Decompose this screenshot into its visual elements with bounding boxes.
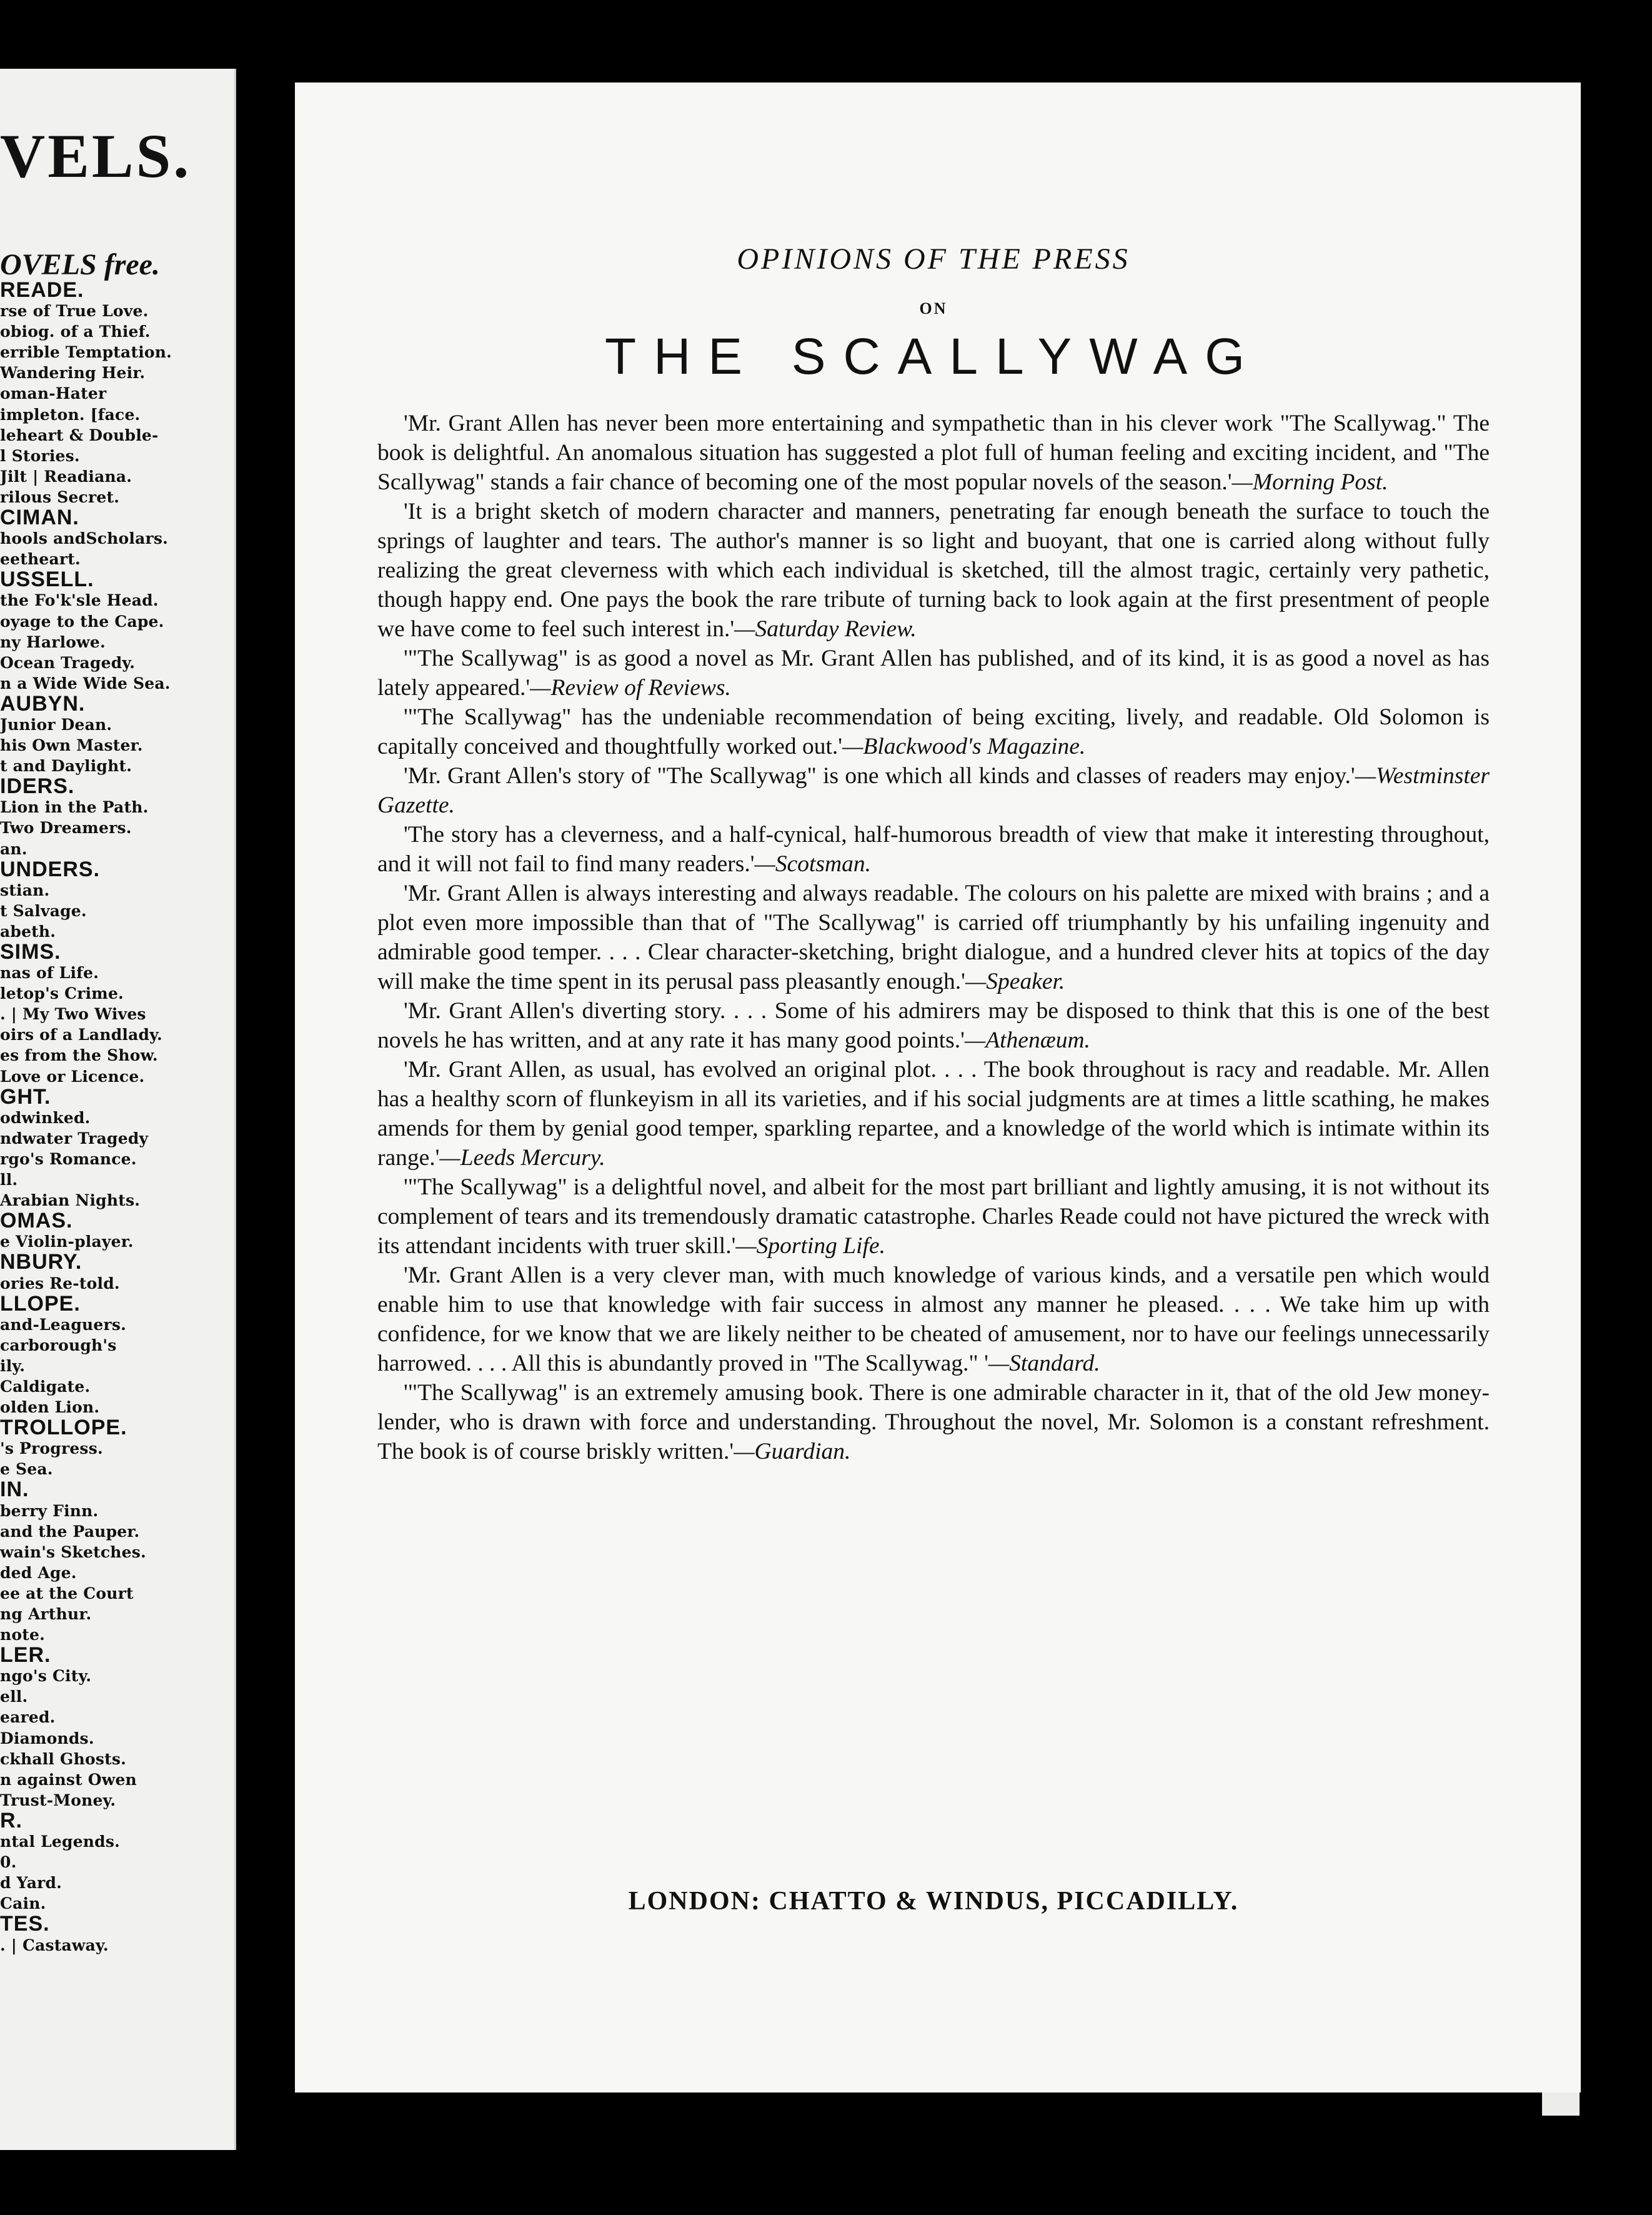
author-heading: UNDERS. (0, 859, 101, 880)
left-page-title: VELS. (0, 121, 192, 191)
book-title-entry: oman-Hater (0, 384, 107, 403)
author-heading: IN. (0, 1479, 29, 1501)
book-title-entry: . | My Two Wives (0, 1005, 146, 1024)
review-text: 'Mr. Grant Allen's story of "The Scallywag" is one which all kinds and classes of readers may enjoy.' (404, 763, 1355, 789)
author-heading: USSELL. (0, 569, 94, 591)
book-title-entry: d Yard. (0, 1874, 62, 1892)
book-title-entry: Cain. (0, 1894, 46, 1913)
book-title-entry: ckhall Ghosts. (0, 1749, 127, 1768)
book-title-entry: 's Progress. (0, 1439, 103, 1458)
review-text: 'Mr. Grant Allen, as usual, has evolved an original plot. . . . The book throughout is racy and readable. Mr. Allen has a healthy scorn of flunkeyism in all its varieties, and if his social judgments are at times a little scathing, he makes amends for them by genial good temper, sparkling repartee, and a knowledge of the world which is intimate within its range.' (377, 1057, 1490, 1171)
review-paragraph (377, 1261, 1490, 1378)
book-title-entry: Jilt | Readiana. (0, 467, 132, 486)
author-heading: R. (0, 1810, 22, 1832)
review-text: 'It is a bright sketch of modern character and manners, penetrating far enough beneath the surface to touch the springs of laughter and tears. The author's manner is so light and buoyant, that one is carried along without fully realizing the great cleverness with which each individual is sketched, till the almost tragic, certainly very pathetic, though happy end. One pays the book the rare tribute of turning back to look again at the first presentment of people we have come to feel such interest in.' (377, 499, 1490, 642)
review-source: —Westminster Gazette. (377, 763, 1490, 818)
book-title-entry: stian. (0, 881, 50, 899)
book-title-entry: eared. (0, 1708, 56, 1727)
book-title-entry: l Stories. (0, 446, 80, 465)
book-title-entry: n a Wide Wide Sea. (0, 674, 171, 692)
author-heading: OMAS. (0, 1211, 73, 1232)
review-paragraph (377, 820, 1490, 879)
book-title-entry: his Own Master. (0, 736, 143, 755)
book-title-entry: errible Temptation. (0, 343, 172, 362)
book-title-entry: leheart & Double- (0, 426, 159, 444)
author-heading: TROLLOPE. (0, 1418, 127, 1439)
book-title-entry: Love or Licence. (0, 1067, 145, 1086)
review-paragraph (377, 702, 1490, 761)
book-title-entry: ll. (0, 1171, 18, 1189)
right-page (295, 82, 1581, 2092)
book-title-entry: 0. (0, 1853, 17, 1872)
left-page-subtitle: OVELS free. (0, 248, 160, 281)
book-title-entry: ngo's City. (0, 1667, 92, 1686)
book-title-entry: ories Re-told. (0, 1274, 120, 1292)
review-source: —Blackwood's Magazine. (842, 734, 1086, 759)
review-source: —Standard. (988, 1351, 1100, 1376)
heading-connector: ON (919, 299, 948, 318)
review-text: '"The Scallywag" is as good a novel as Mr. Grant Allen has published, and of its kind, it is as good a novel as has lately appeared.' (377, 646, 1490, 701)
review-text: '"The Scallywag" is an extremely amusing book. There is one admirable character in it, that of the old Jew money-lender, who is drawn with force and understanding. Throughout the novel, Mr. Solomon is a constant refreshment. The book is of course briskly written.' (377, 1380, 1490, 1464)
book-title-entry: ng Arthur. (0, 1605, 92, 1623)
book-title-entry: olden Lion. (0, 1398, 100, 1417)
book-title-entry: letop's Crime. (0, 984, 124, 1003)
book-title-entry: e Sea. (0, 1460, 53, 1479)
book-title-entry: eetheart. (0, 550, 81, 569)
review-source: —Athenæum. (964, 1028, 1090, 1053)
review-source: —Guardian. (734, 1439, 851, 1464)
review-paragraph (377, 644, 1490, 702)
book-title-entry: n against Owen (0, 1770, 137, 1789)
book-title-entry: e Violin-player. (0, 1232, 134, 1251)
review-source: —Sporting Life. (735, 1233, 885, 1259)
author-heading: TES. (0, 1914, 50, 1935)
book-title-entry: oyage to the Cape. (0, 612, 164, 631)
review-paragraph (377, 879, 1490, 996)
book-title-entry: abeth. (0, 922, 56, 941)
review-text: '"The Scallywag" is a delightful novel, and albeit for the most part brilliant and lightly amusing, it is not without its complement of tears and its tremendously dramatic catastrophe. Charles Reade could not have pictured the wreck with its attendant incidents with truer skill.' (377, 1174, 1490, 1259)
book-title-entry: ily. (0, 1356, 26, 1375)
review-source: —Speaker. (965, 969, 1065, 994)
book-title-entry: obiog. of a Thief. (0, 322, 151, 341)
review-paragraph (377, 1378, 1490, 1466)
book-title: THE SCALLYWAG (604, 328, 1263, 385)
book-title-entry: ded Age. (0, 1563, 77, 1582)
book-title-entry: and-Leaguers. (0, 1315, 127, 1334)
review-source: —Leeds Mercury. (439, 1145, 605, 1171)
review-paragraph (377, 409, 1490, 497)
book-title-entry: rse of True Love. (0, 302, 149, 321)
author-heading: GHT. (0, 1086, 51, 1108)
author-heading: NBURY. (0, 1252, 82, 1273)
book-title-entry: Caldigate. (0, 1377, 91, 1396)
review-paragraph (377, 497, 1490, 644)
review-text: 'Mr. Grant Allen has never been more entertaining and sympathetic than in his clever work "The Scallywag." The book is delightful. An anomalous situation has suggested a plot full of human feeling and exciting incident, and "The Scallywag" stands a fair chance of becoming one of the most popular novels of the season.' (377, 411, 1490, 495)
book-title-entry: Trust-Money. (0, 1791, 116, 1809)
review-text: 'The story has a cleverness, and a half-cynical, half-humorous breadth of view that make it interesting throughout, and it will not fail to find many readers.' (377, 822, 1490, 877)
author-heading: LLOPE. (0, 1293, 81, 1314)
book-title-entry: Junior Dean. (0, 715, 112, 734)
book-title-entry: nas of Life. (0, 964, 99, 982)
book-title-entry: note. (0, 1626, 46, 1644)
author-heading: CIMAN. (0, 508, 79, 529)
author-heading: AUBYN. (0, 693, 86, 714)
book-title-entry: ee at the Court (0, 1584, 134, 1602)
book-title-entry: t and Daylight. (0, 757, 132, 776)
page-heading: OPINIONS OF THE PRESS (737, 242, 1130, 276)
author-heading: READE. (0, 280, 84, 301)
left-page-book-list (0, 280, 236, 1956)
review-source: —Morning Post. (1232, 469, 1388, 495)
review-text: 'Mr. Grant Allen is always interesting and always readable. The colours on his palette are mixed with brains ; and a plot even more impossible than that of "The Scallywag" is carried off triumphantly by his unfailing ingenuity and admirable good temper. . . . Clear character-sketching, bright dialogue, and a hundred clever hits at topics of the day will make the time spent in its perusal pass pleasantly enough.' (377, 881, 1490, 994)
author-heading: LER. (0, 1645, 51, 1666)
book-title-entry: Diamonds. (0, 1729, 94, 1748)
book-title-entry: odwinked. (0, 1108, 91, 1127)
book-title-entry: ntal Legends. (0, 1832, 121, 1851)
book-title-entry: ell. (0, 1688, 28, 1706)
book-title-entry: Lion in the Path. (0, 798, 149, 817)
book-title-entry: Ocean Tragedy. (0, 653, 136, 672)
book-title-entry: rilous Secret. (0, 488, 120, 506)
review-paragraph (377, 996, 1490, 1055)
book-title-entry: berry Finn. (0, 1501, 99, 1520)
review-paragraph (377, 1172, 1490, 1261)
review-paragraph (377, 761, 1490, 820)
book-title-entry: oirs of a Landlady. (0, 1026, 162, 1044)
review-text: '"The Scallywag" has the undeniable recommendation of being exciting, lively, and readable. Old Solomon is capitally conceived and thoughtfully worked out.' (377, 704, 1490, 759)
book-title-entry: t Salvage. (0, 901, 87, 920)
author-heading: IDERS. (0, 776, 75, 798)
review-source: —Saturday Review. (734, 616, 917, 642)
book-title-entry: Two Dreamers. (0, 819, 132, 838)
book-title-entry: wain's Sketches. (0, 1542, 146, 1561)
left-page-advertisement (0, 69, 236, 2150)
book-title-entry: hools andScholars. (0, 529, 169, 548)
publisher-imprint: LONDON: CHATTO & WINDUS, PICCADILLY. (628, 1887, 1239, 1916)
review-source: —Scotsman. (754, 851, 871, 877)
author-heading: SIMS. (0, 942, 61, 963)
press-reviews (377, 409, 1490, 1466)
book-title-entry: ndwater Tragedy (0, 1129, 149, 1148)
book-title-entry: ny Harlowe. (0, 632, 106, 651)
book-title-entry: Wandering Heir. (0, 364, 146, 382)
book-title-entry: and the Pauper. (0, 1522, 140, 1541)
review-paragraph (377, 1055, 1490, 1172)
book-title-entry: es from the Show. (0, 1046, 158, 1065)
review-text: 'Mr. Grant Allen is a very clever man, with much knowledge of various kinds, and a versatile pen which would enable him to use that knowledge with fair success in almost any manner he pleased. . . . We take him up with confidence, for we know that we are likely neither to be cheated of amusement, nor to have our feelings unnecessarily harrowed. . . . All this is abundantly proved in "The Scallywag." ' (377, 1262, 1490, 1376)
review-text: 'Mr. Grant Allen's diverting story. . . . Some of his admirers may be disposed to think that this is one of the best novels he has written, and at any rate it has many good points.' (377, 998, 1490, 1053)
book-title-entry: the Fo'k'sle Head. (0, 591, 159, 610)
review-source: —Review of Reviews. (530, 675, 731, 701)
book-title-entry: an. (0, 839, 27, 858)
book-title-entry: carborough's (0, 1336, 117, 1354)
book-title-entry: impleton. [face. (0, 405, 141, 424)
book-title-entry: . | Castaway. (0, 1936, 109, 1954)
book-title-entry: Arabian Nights. (0, 1191, 141, 1210)
book-title-entry: rgo's Romance. (0, 1149, 137, 1168)
